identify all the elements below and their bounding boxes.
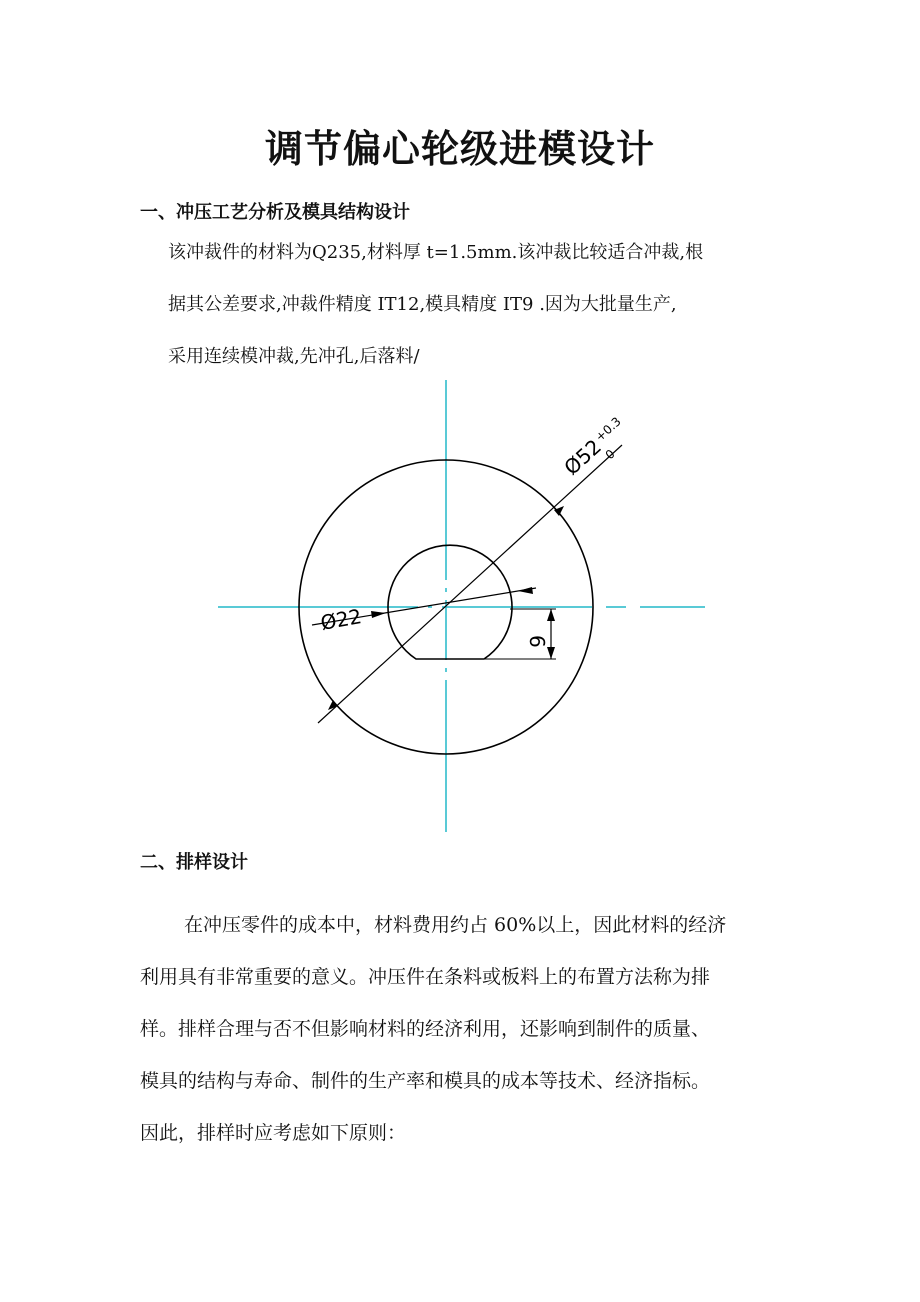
dimension-arrow [518, 587, 533, 594]
paragraph-line: 样。排样合理与否不但影响材料的经济利用，还影响到制件的质量、 [140, 1018, 711, 1040]
outer-tolerance-lower: 0 [602, 446, 618, 463]
dimension-arrow [547, 647, 555, 659]
paragraph-line: 在冲压零件的成本中，材料费用约占 60%以上，因此材料的经济 [184, 914, 727, 936]
paragraph-line: 因此，排样时应考虑如下原则： [140, 1122, 407, 1144]
inner-diameter-label: Ø22 [318, 604, 364, 635]
paragraph-line: 利用具有非常重要的意义。冲压件在条料或板料上的布置方法称为排 [140, 966, 711, 988]
paragraph-line: 采用连续模冲裁,先冲孔,后落料/ [168, 346, 420, 367]
document-title: 调节偏心轮级进模设计 [264, 127, 655, 171]
section-heading-layout-design: 二、排样设计 [140, 852, 248, 873]
paragraph-line: 该冲裁件的材料为Q235,材料厚 t=1.5mm.该冲裁比较适合冲裁,根 [168, 242, 704, 263]
flat-dimension-label: 6 [525, 635, 549, 648]
dimension-arrow [547, 609, 555, 621]
outer-tolerance-upper: +0.3 [592, 414, 624, 445]
outer-diameter-label: Ø52 [559, 434, 606, 480]
part-drawing [200, 380, 720, 832]
section1-paragraph [168, 238, 808, 394]
dimension-arrow [371, 611, 386, 618]
section2-paragraph [140, 910, 800, 1170]
section-heading-process-analysis: 一、冲压工艺分析及模具结构设计 [140, 202, 410, 223]
outer-diameter-dimension-line [318, 445, 622, 723]
paragraph-line: 模具的结构与寿命、制件的生产率和模具的成本等技术、经济指标。 [140, 1070, 711, 1092]
dimension-arrow [554, 506, 564, 516]
paragraph-line: 据其公差要求,冲裁件精度 IT12,模具精度 IT9 .因为大批量生产, [168, 294, 677, 315]
